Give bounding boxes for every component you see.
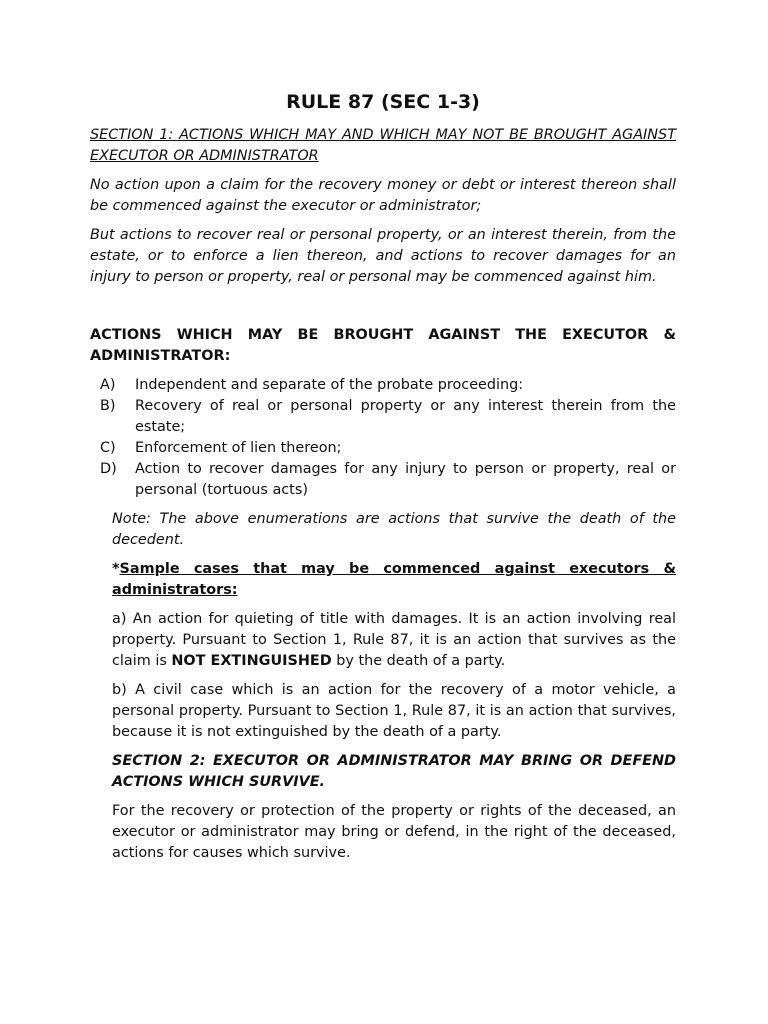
sample-case-b: b) A civil case which is an action for the recovery of a motor vehicle, a personal property. Pursuant to Section 1, Rule 87, it is an action that survives, because it is not extinguished by the death of a party. [112,682,676,740]
list-item-letter: C) [100,440,116,456]
list-item-letter: A) [100,377,116,393]
list-item [100,438,676,459]
actions-note: Note: The above enumerations are actions that survive the death of the decedent. [112,511,676,548]
section-2-heading: SECTION 2: EXECUTOR OR ADMINISTRATOR MAY BRING OR DEFEND ACTIONS WHICH SURVIVE. [112,753,676,790]
sample-cases-heading-text: Sample cases that may be commenced against executors & administrators: [112,561,676,598]
section-1-heading: SECTION 1: ACTIONS WHICH MAY AND WHICH MAY NOT BE BROUGHT AGAINST EXECUTOR OR ADMINISTRATOR [90,127,676,164]
section-1-paragraph-2: But actions to recover real or personal property, or an interest therein, from the estate, or to enforce a lien thereon, and actions to recover damages for an injury to person or property, real or personal may be commenced against him. [90,227,676,285]
document-page [90,90,676,872]
list-item-letter: D) [100,461,117,477]
list-item [100,375,676,396]
sample-case-a-text-1: a) An action for quieting of title with damages. It is an action involving real property. Pursuant to Section 1, Rule 87, it is an action that survives as the claim is [112,611,676,669]
list-item-text: Action to recover damages for any injury to person or property, real or personal (tortuous acts) [135,461,676,498]
sample-case-a [112,609,676,672]
actions-list [100,375,676,501]
list-item-text: Independent and separate of the probate proceeding: [135,377,524,393]
sample-cases-heading [112,559,676,601]
list-item-text: Recovery of real or personal property or any interest therein from the estate; [135,398,676,435]
section-2-paragraph: For the recovery or protection of the property or rights of the deceased, an executor or administrator may bring or defend, in the right of the deceased, actions for causes which survive. [112,803,676,861]
list-item-letter: B) [100,398,116,414]
sample-case-a-emphasis: NOT EXTINGUISHED [171,653,332,669]
sample-case-a-text-2: by the death of a party. [331,653,506,669]
spacer [90,296,676,325]
list-item-text: Enforcement of lien thereon; [135,440,342,456]
actions-heading: ACTIONS WHICH MAY BE BROUGHT AGAINST THE EXECUTOR & ADMINISTRATOR: [90,327,676,364]
list-item [100,396,676,438]
list-item [100,459,676,501]
section-1-paragraph-1: No action upon a claim for the recovery money or debt or interest thereon shall be commenced against the executor or administrator; [90,177,676,214]
asterisk: * [112,561,120,577]
document-title: RULE 87 (SEC 1-3) [286,91,480,113]
